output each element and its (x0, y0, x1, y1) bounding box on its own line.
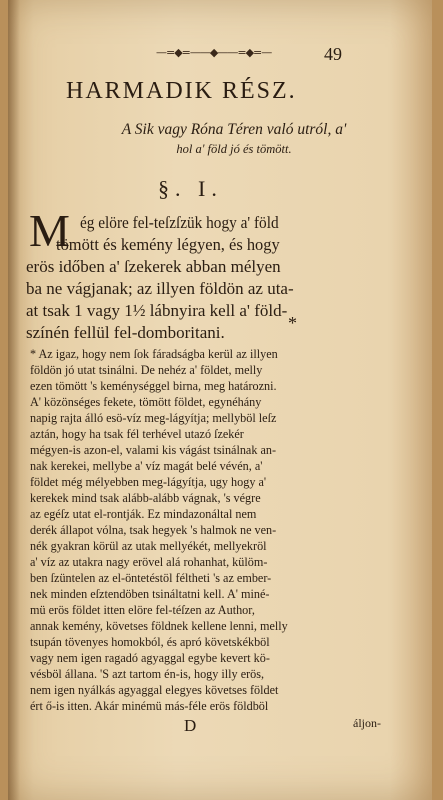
note-line: földön jó utat tsinálni. De nehéz a' földet, melly (30, 363, 263, 377)
note-line: a' víz az utakra nagy erövel alá rohanhat, külöm- (30, 555, 268, 569)
chapter-subtitle-line-2: hol a' föld jó és tömött. (176, 142, 292, 156)
page-edge-shadow (8, 0, 20, 800)
note-line: ben ſzüntelen az el-öntetéstöl féltheti 's az ember- (30, 571, 272, 585)
note-line: * Az igaz, hogy nem ſok fáradságba kerül az illyen (30, 347, 278, 361)
page-number: 49 (324, 44, 342, 64)
intro-line: erös időben a' ſzekerek abban mélyen (26, 257, 281, 276)
note-line: aztán, hogy ha tsak fél terhével utazó ſzekér (30, 427, 244, 441)
note-line: nek minden eſztendöben tsináltatni kell. A' miné- (30, 587, 270, 601)
note-line: mégyen-is azon-el, valami kis vágást tsinálnak an- (30, 443, 277, 457)
header-ornament: —=◆=——◆——=◆=— (156, 46, 272, 59)
note-line: nék gyakran körül az utak mellyékét, mellyekröl (30, 539, 267, 553)
intro-line: színén fellül fel-domboritani. (26, 323, 225, 342)
drop-cap: M (29, 205, 70, 256)
note-line: vésböl állana. 'S azt tartom én-is, hogy illy erös, (30, 667, 265, 681)
footnote-asterisk: * (288, 313, 297, 333)
note-line: ezen tömött 's keménységgel birna, meg határozni. (30, 379, 277, 393)
note-line: mü erös földet itten elöre fel-téſzen az Author, (30, 603, 255, 617)
note-line: nak kerekei, mellybe a' víz magát belé vévén, a' (30, 459, 263, 473)
note-line: vagy nem igen ragadó agyaggal egybe kevert kö- (30, 651, 270, 665)
section-marker: §. I. (158, 176, 223, 201)
chapter-heading: HARMADIK RÉSZ. (66, 78, 297, 104)
note-line: az egéſz utat el-rontják. Ez mindazonáltal nem (30, 507, 257, 521)
intro-line: ég elöre fel-teſzſzük hogy a' föld (80, 213, 279, 232)
intro-line: ba ne vágjanak; az illyen földön az uta- (26, 279, 294, 298)
note-line: nem igen nyálkás agyaggal elegyes követses földet (30, 683, 279, 697)
note-line: derék állapot vólna, tsak hegyek 's halmok ne ven- (30, 523, 277, 537)
intro-line: tömött és kemény légyen, és hogy (56, 235, 280, 254)
signature-mark: D (184, 716, 197, 735)
note-line: földet még mélyebben meg-lágyítja, ugy hogy a' (30, 475, 267, 489)
note-line: kerekek mind tsak alább-alább vágnak, 's végre (30, 491, 261, 505)
catchword: áljon- (353, 716, 381, 730)
note-line: napig rajta álló esö-víz meg-lágyítja; mellyböl leſz (30, 411, 277, 425)
note-line: A' közönséges fekete, tömött földet, egynéhány (30, 395, 262, 409)
intro-line: at tsak 1 vagy 1½ lábnyira kell a' föld- (26, 301, 288, 320)
note-line: ért ő-is itten. Akár minémü más-féle erös földböl (30, 699, 269, 713)
note-line: tsupán tövenyes homokból, és apró követskékböl (30, 635, 270, 649)
chapter-subtitle-line-1: A Sik vagy Róna Téren való utról, a' (121, 121, 347, 138)
book-page (8, 0, 432, 800)
note-line: annak kemény, követses földnek kellene lenni, melly (30, 619, 288, 633)
